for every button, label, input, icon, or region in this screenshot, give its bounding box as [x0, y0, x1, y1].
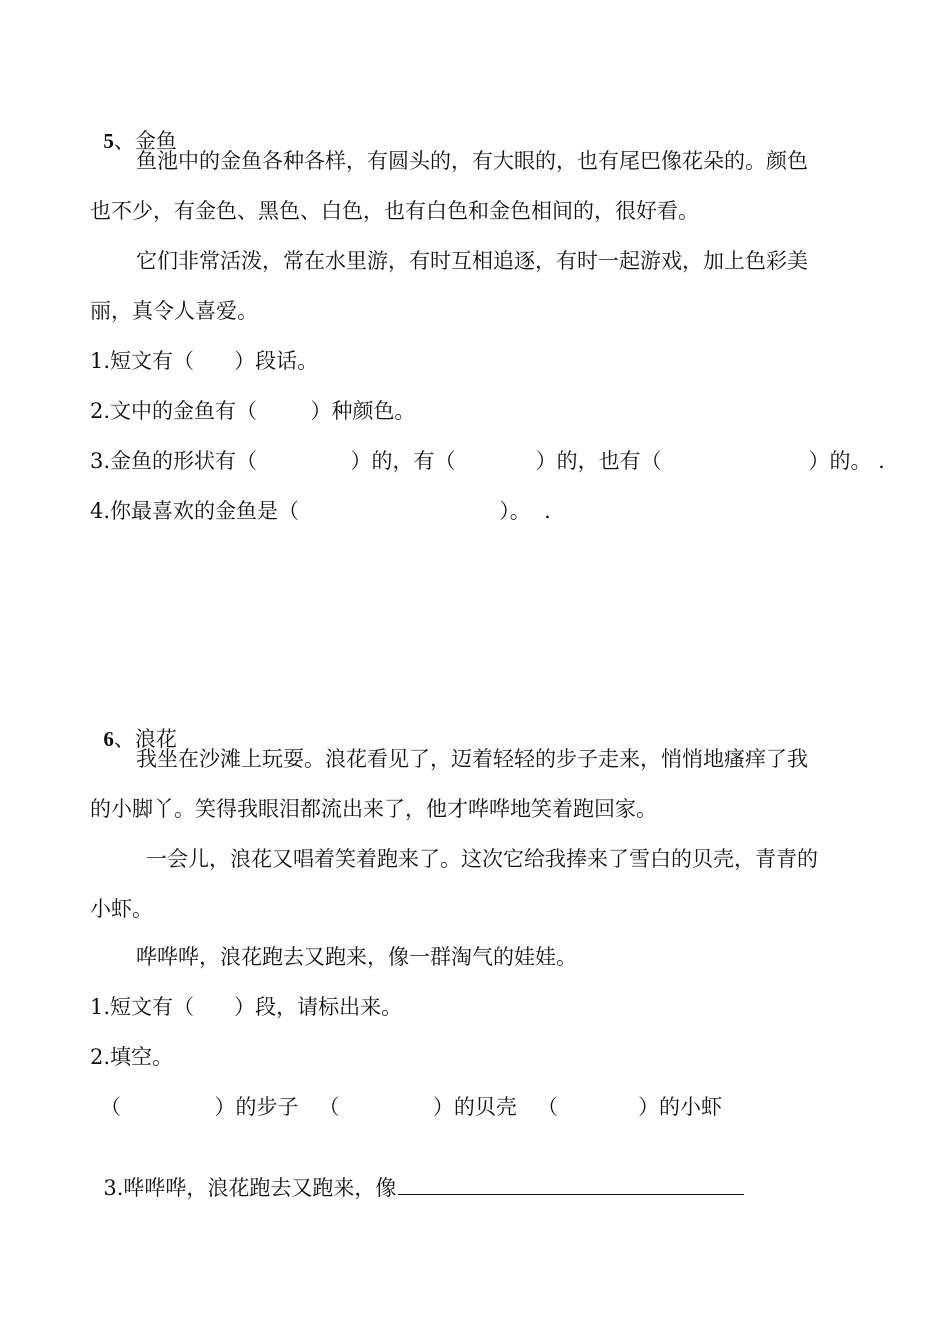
section-5-heading [90, 96, 177, 153]
question-2: 2.填空。 [90, 1045, 174, 1069]
question-3: 3.金鱼的形状有（ ）的，有（ ）的，也有（ ）的。 . [90, 449, 885, 473]
section-number: 6 [103, 727, 114, 751]
section-number: 5 [103, 129, 114, 153]
answer-blank-line [398, 1172, 744, 1195]
paragraph-line: 我坐在沙滩上玩耍。浪花看见了，迈着轻轻的步子走来，悄悄地瘙痒了我 [136, 747, 808, 771]
question-3 [90, 1142, 744, 1200]
paragraph-line: 丽，真令人喜爱。 [90, 299, 258, 323]
paragraph-line: 鱼池中的金鱼各种各样，有圆头的，有大眼的，也有尾巴像花朵的。颜色 [136, 149, 808, 173]
paragraph-line: 的小脚丫。笑得我眼泪都流出来了，他才哗哗地笑着跑回家。 [90, 797, 657, 821]
question-2-blanks: （ ）的步子 （ ）的贝壳 （ ）的小虾 [100, 1095, 723, 1119]
question-2: 2.文中的金鱼有（ ）种颜色。 [90, 399, 416, 423]
question-4: 4.你最喜欢的金鱼是（ ）。 . [90, 499, 551, 523]
section-title: 、浪花 [113, 727, 177, 751]
section-title: 、金鱼 [113, 129, 177, 153]
question-1: 1.短文有（ ）段，请标出来。 [90, 995, 403, 1019]
section-6-heading [90, 694, 177, 751]
paragraph-line: 也不少，有金色、黑色、白色，也有白色和金色相间的，很好看。 [90, 199, 699, 223]
paragraph-line: 小虾。 [90, 897, 153, 921]
question-1: 1.短文有（ ）段话。 [90, 349, 319, 373]
paragraph-line: 一会儿，浪花又唱着笑着跑来了。这次它给我捧来了雪白的贝壳，青青的 [146, 847, 818, 871]
question-3-text: 3.哗哗哗，浪花跑去又跑来，像 [103, 1176, 397, 1200]
paragraph-line: 它们非常活泼，常在水里游，有时互相追逐，有时一起游戏，加上色彩美 [136, 249, 808, 273]
paragraph-line: 哗哗哗，浪花跑去又跑来，像一群淘气的娃娃。 [136, 945, 577, 969]
